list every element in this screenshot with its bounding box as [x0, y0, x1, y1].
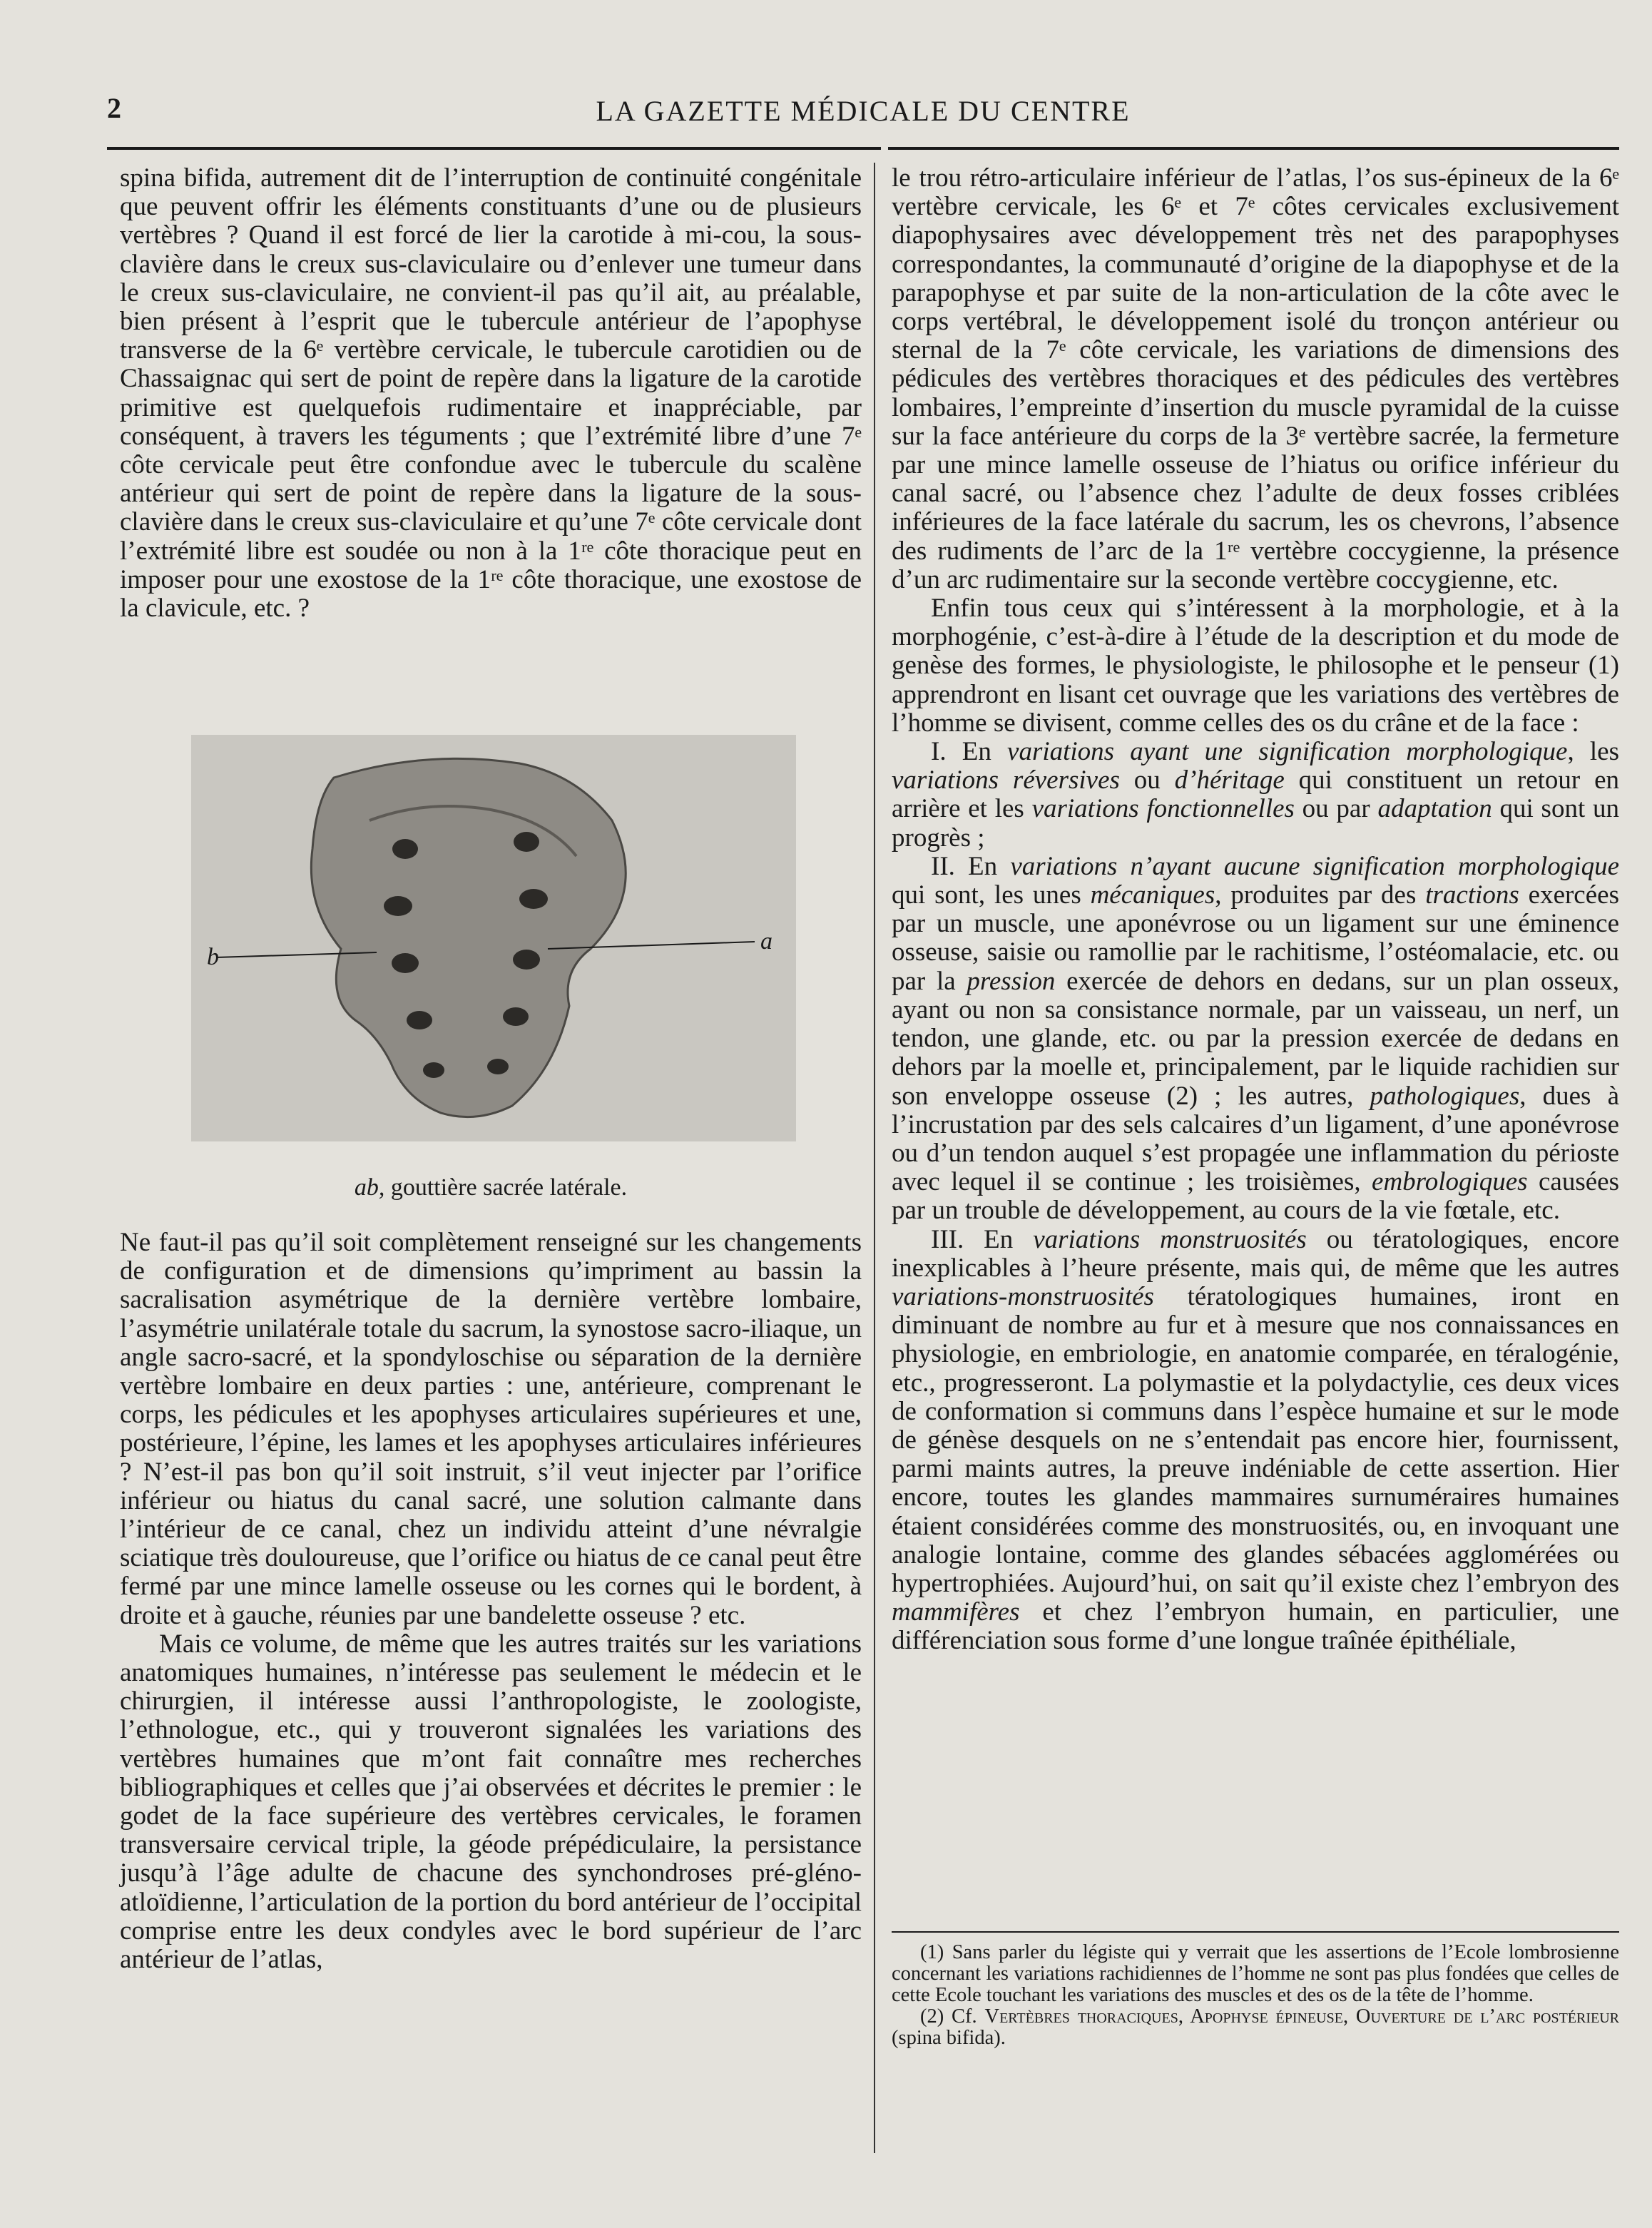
right-paragraph-3: I. En variations ayant une signification morphologique, les variations réversives ou d’héritage qui constituent un retour en arrière et les variations fonctionnelles ou par adaptation qui sont un progrès ; [892, 737, 1620, 853]
footnote-divider [892, 1931, 1619, 1933]
column-divider [874, 163, 875, 2153]
left-paragraph-3: Mais ce volume, de même que les autres traités sur les variations anatomiques humaines, n’intéresse pas seulement le médecin et le chirurgien, il intéresse aussi l’anthropologiste, le zoologiste, l’ethnologue, etc., qui y trouveront signalées les variations des vertèbres humaines que m’ont fait connaître mes recherches bibliographiques et celles que j’ai observées et décrites le premier : le godet de la face supérieure des vertèbres cervicales, le foramen transversaire cervical triple, la géode prépédiculaire, la persistance jusqu’à l’âge adulte de chacune des synchondroses pré-gléno-atloïdienne, l’articulation de la portion du bord antérieur de l’occipital comprise entre les deux condyles avec le bord supérieur de l’arc antérieur de l’atlas, [120, 1629, 862, 1975]
page-number: 2 [107, 92, 121, 124]
caption-text: gouttière sacrée latérale. [384, 1174, 628, 1201]
figure-label-a: a [760, 928, 773, 955]
left-paragraph-2: Ne faut-il pas qu’il soit complètement renseigné sur les changements de configuration et de dimensions qu’impriment au bassin la sacralisation asymétrique de la dernière vertèbre lombaire, l’asymétrie unilatérale totale du sacrum, la synostose sacro-iliaque, un angle sacro-sacré, et la spondyloschise ou séparation de la dernière vertèbre lombaire en deux parties : une, antérieure, comprenant le corps, les pédicules et les apophyses articulaires supérieures et une, postérieure, l’épine, les lames et les apophyses articulaires inférieures ? N’est-il pas bon qu’il soit instruit, s’il veut injecter par l’orifice inférieur ou hiatus du canal sacré, une solution calmante dans l’intérieur de ce canal, chez un individu atteint d’une névralgie sciatique très douloureuse, que l’orifice ou hiatus de ce canal peut être fermé par une mince lamelle osseuse ou les cornes qui le bordent, à droite et à gauche, réunies par une bandelette osseuse ? etc. [120, 1228, 862, 1630]
right-paragraph-2: Enfin tous ceux qui s’intéressent à la morphologie, et à la morphogénie, c’est-à-dire à l’étude de la description et du mode de genèse des formes, le physiologiste, le philosophe et le penseur (1) apprendront en lisant cet ouvrage que les variations des vertèbres de l’homme se divisent, comme celles des os du crâne et de la face : [892, 594, 1619, 738]
page-header [107, 91, 1619, 134]
figure-caption [120, 1174, 862, 1201]
footnote-2: (2) Cf. Vertèbres thoraciques, Apophyse épineuse, Ouverture de l’arc postérieur (spina bifida). [892, 2005, 1620, 2049]
sacrum-drawing [191, 735, 796, 1141]
right-paragraph-4: II. En variations n’ayant aucune signification morphologique qui sont, les unes mécaniques, produites par des tractions exercées par un muscle, une aponévrose ou un ligament sur une éminence osseuse, saisie ou ramollie par le rachitisme, l’ostéomalacie, etc. ou par la pression exercée de dehors en dedans, sur un plan osseux, ayant ou non sa consistance normale, par un vaisseau, un nerf, un tendon, une glande, etc. ou par la pression exercée de dedans en dehors par la moelle et, principalement, par le liquide rachidien sur son enveloppe osseuse (2) ; les autres, pathologiques, dues à l’incrustation par des sels calcaires d’un ligament, d’une aponévrose ou d’un tendon auquel s’est propagée une inflammation du périoste avec lequel il se continue ; les troisièmes, embrologiques causées par un trouble de développement, au cours de la vie fœtale, etc. [892, 851, 1620, 1226]
header-rule-right [888, 147, 1619, 150]
left-column-top [120, 164, 862, 623]
sacrum-illustration [191, 735, 796, 1141]
caption-label: ab, [354, 1174, 385, 1201]
right-paragraph-1: le trou rétro-articulaire inférieur de l’atlas, l’os sus-épineux de la 6ᵉ vertèbre cervicale, les 6ᵉ et 7ᵉ côtes cervicales exclusivement diapophysaires avec développement très net des parapophyses correspondantes, la communauté d’origine de la diapophyse et de la parapophyse et par suite de la non-articulation de la côte avec le corps vertébral, le développement isolé du tronçon antérieur ou sternal de la 7ᵉ côte cervicale, les variations de dimensions des pédicules des vertèbres thoraciques et des pédicules des vertèbres lombaires, l’empreinte d’insertion du muscle pyramidal de la cuisse sur la face antérieure du corps de la 3ᵉ vertèbre sacrée, la fermeture par une mince lamelle osseuse de l’hiatus ou orifice inférieur du canal sacré, ou l’absence chez l’adulte de deux fosses criblées inférieures de la face latérale du sacrum, les os chevrons, l’absence des rudiments de l’arc de la 1ʳᵉ vertèbre coccygienne, la présence d’un arc rudimentaire sur la seconde vertèbre coccygienne, etc. [892, 163, 1619, 594]
header-rule-left [107, 147, 881, 150]
footnotes [892, 1942, 1619, 2049]
footnote-1: (1) Sans parler du légiste qui y verrait que les assertions de l’Ecole lombrosienne concernant les variations rachidiennes de l’homme ne sont pas plus fondées que celles de cette Ecole touchant les variations des muscles et des os de la tête de l’homme. [892, 1941, 1619, 2006]
left-paragraph-1: spina bifida, autrement dit de l’interruption de continuité congénitale que peuvent offrir les éléments constituants d’une ou de plusieurs vertèbres ? Quand il est forcé de lier la carotide à mi-cou, la sous-clavière dans le creux sus-claviculaire ou d’enlever une tumeur dans le creux sus-claviculaire, ne convient-il pas qu’il ait, au préalable, bien présent à l’esprit que le tubercule antérieur de l’apophyse transverse de la 6ᵉ vertèbre cervicale, le tubercule carotidien ou de Chassaignac qui sert de point de repère dans la ligature de la carotide primitive est quelquefois rudimentaire et inappréciable, par conséquent, à travers les téguments ; que l’extrémité libre d’une 7ᵉ côte cervicale peut être confondue avec le tubercule du scalène antérieur qui sert de point de repère dans la ligature de la sous-clavière dans le creux sus-claviculaire et qu’une 7ᵉ côte cervicale dont l’extrémité libre est soudée ou non à la 1ʳᵉ côte thoracique peut en imposer pour une exostose de la 1ʳᵉ côte thoracique, une exostose de la clavicule, etc. ? [120, 163, 862, 624]
figure-label-b: b [207, 944, 219, 970]
left-column-bottom [120, 1229, 862, 1974]
right-paragraph-5: III. En variations monstruosités ou tératologiques, encore inexplicables à l’heure présente, mais qui, de même que les autres variations-monstruosités tératologiques humaines, iront en diminuant de nombre au fur et à mesure que nos connaissances en physiologie, en embriologie, en anatomie comparée, en téralogénie, etc., progresseront. La polymastie et la polydactylie, ces deux vices de conformation si communs dans l’espèce humaine et sur le mode de génèse desquels on ne s’entendait pas encore hier, fournissent, parmi maints autres, la preuve indéniable de cette assertion. Hier encore, toutes les glandes mammaires surnuméraires humaines étaient considérées comme des monstruosités, ou, en invoquant une analogie lontaine, comme des glandes sébacées agglomérées ou hypertrophiées. Aujourd’hui, on sait qu’il existe chez l’embryon des mammifères et chez l’embryon humain, en particulier, une différenciation sous forme d’une longue traînée épithéliale, [892, 1224, 1619, 1656]
running-title: LA GAZETTE MÉDICALE DU CENTRE [596, 95, 1131, 127]
right-column [892, 164, 1619, 1656]
